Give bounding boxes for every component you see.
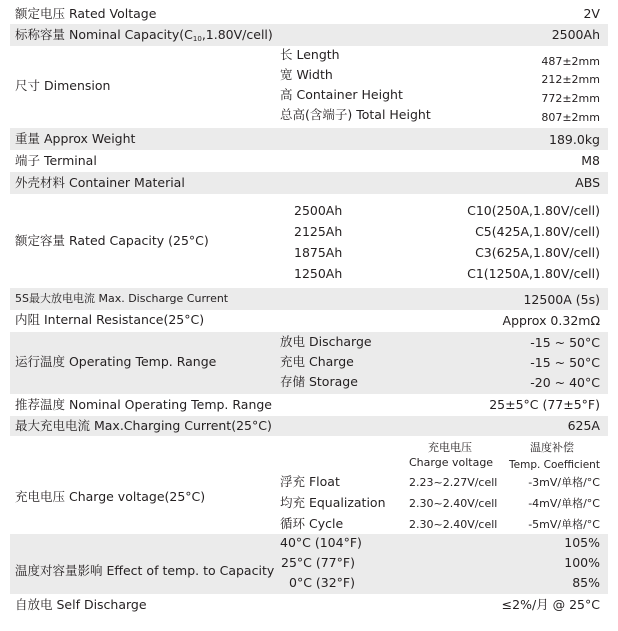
max-charging-current-value: 625A: [567, 418, 600, 433]
charge-voltage-label: 充电电压 Charge voltage(25°C): [15, 489, 206, 504]
nominal-operating-temp-value: 25±5°C (77±5°F): [489, 397, 600, 412]
temp-effect-25-value: 100%: [564, 555, 600, 570]
rated-capacity-c3-rate: C3(625A,1.80V/cell): [475, 245, 600, 260]
dimension-length-label: 长 Length: [280, 47, 340, 62]
rated-capacity-label: 额定容量 Rated Capacity (25°C): [15, 233, 209, 248]
charge-voltage-cycle-label: 循环 Cycle: [280, 516, 344, 531]
internal-resistance-value: Approx 0.32mΩ: [502, 313, 600, 328]
charge-voltage-col1-en: Charge voltage: [409, 456, 494, 469]
weight-label: 重量 Approx Weight: [15, 131, 136, 146]
nominal-capacity-label-post: ,1.80V/cell): [201, 27, 273, 42]
rated-capacity-c10-rate: C10(250A,1.80V/cell): [467, 203, 600, 218]
row-max-charging-current: [10, 416, 608, 436]
operating-temp-discharge-value: -15 ~ 50°C: [530, 335, 600, 350]
nominal-capacity-value: 2500Ah: [551, 27, 600, 42]
rated-capacity-c5-rate: C5(425A,1.80V/cell): [475, 224, 600, 239]
nominal-capacity-label: [15, 27, 273, 43]
operating-temp-charge-label: 充电 Charge: [280, 354, 354, 369]
temp-effect-40-value: 105%: [564, 535, 600, 550]
charge-voltage-equalization-coeff: -4mV/单格/°C: [528, 497, 600, 510]
self-discharge-value: ≤2%/月 @ 25°C: [501, 597, 600, 612]
rated-capacity-c3-amount: 1875Ah: [294, 245, 343, 260]
row-rated-voltage: [10, 4, 608, 24]
row-nominal-operating-temp: [10, 394, 608, 416]
dimension-width-label: 宽 Width: [280, 67, 333, 82]
max-discharge-label: 5S最大放电电流 Max. Discharge Current: [15, 292, 229, 305]
row-self-discharge: [10, 594, 608, 616]
terminal-label: 端子 Terminal: [15, 153, 97, 168]
dimension-total-height-label: 总高(含端子) Total Height: [280, 107, 431, 122]
max-discharge-value: 12500A (5s): [523, 292, 600, 307]
terminal-value: M8: [581, 153, 600, 168]
charge-voltage-col1-cn: 充电电压: [428, 441, 472, 454]
row-weight: [10, 128, 608, 150]
charge-voltage-equalization-label: 均充 Equalization: [280, 495, 386, 510]
container-material-value: ABS: [575, 175, 600, 190]
charge-voltage-col2-en: Temp. Coefficient: [509, 459, 600, 471]
temp-effect-label: 温度对容量影响 Effect of temp. to Capacity: [15, 563, 275, 578]
dimension-total-height-value: 807±2mm: [541, 111, 600, 124]
charge-voltage-equalization-voltage: 2.30~2.40V/cell: [409, 497, 498, 510]
container-material-label: 外壳材料 Container Material: [15, 175, 185, 190]
charge-voltage-cycle-voltage: 2.30~2.40V/cell: [409, 518, 498, 531]
weight-value: 189.0kg: [549, 132, 600, 147]
temp-effect-25-temp: 25°C (77°F): [281, 555, 355, 570]
charge-voltage-float-label: 浮充 Float: [280, 474, 340, 489]
operating-temp-charge-value: -15 ~ 50°C: [530, 355, 600, 370]
row-max-discharge: [10, 288, 608, 310]
max-charging-current-label: 最大充电电流 Max.Charging Current(25°C): [15, 418, 272, 433]
operating-temp-storage-value: -20 ~ 40°C: [530, 375, 600, 390]
rated-voltage-label: 额定电压 Rated Voltage: [15, 6, 157, 21]
nominal-operating-temp-label: 推荐温度 Nominal Operating Temp. Range: [15, 397, 272, 412]
temp-effect-0-temp: 0°C (32°F): [289, 575, 356, 590]
self-discharge-label: 自放电 Self Discharge: [15, 597, 147, 612]
dimension-height-value: 772±2mm: [541, 92, 600, 105]
row-charge-voltage: [10, 436, 608, 534]
rated-capacity-c5-amount: 2125Ah: [294, 224, 343, 239]
row-rated-capacity: [10, 194, 608, 288]
dimension-width-value: 212±2mm: [541, 73, 600, 86]
temp-effect-0-value: 85%: [572, 575, 600, 590]
dimension-length-value: 487±2mm: [541, 55, 600, 68]
nominal-capacity-label-sub: 10: [192, 35, 202, 43]
row-temp-effect: [10, 534, 608, 594]
charge-voltage-float-coeff: -3mV/单格/°C: [528, 476, 600, 489]
row-operating-temp: [10, 332, 608, 394]
row-terminal: [10, 150, 608, 172]
row-dimension: [10, 46, 608, 128]
operating-temp-storage-label: 存储 Storage: [280, 374, 358, 389]
rated-capacity-c1-amount: 1250Ah: [294, 266, 343, 281]
internal-resistance-label: 内阻 Internal Resistance(25°C): [15, 312, 205, 327]
charge-voltage-col2-cn: 温度补偿: [530, 441, 574, 454]
charge-voltage-cycle-coeff: -5mV/单格/°C: [528, 518, 600, 531]
row-internal-resistance: [10, 310, 608, 332]
charge-voltage-float-voltage: 2.23~2.27V/cell: [409, 476, 498, 489]
operating-temp-label: 运行温度 Operating Temp. Range: [15, 354, 217, 369]
temp-effect-40-temp: 40°C (104°F): [280, 535, 362, 550]
nominal-capacity-label-pre: 标称容量 Nominal Capacity(C: [15, 27, 193, 42]
rated-voltage-value: 2V: [583, 6, 600, 21]
operating-temp-discharge-label: 放电 Discharge: [280, 334, 372, 349]
dimension-height-label: 高 Container Height: [280, 87, 403, 102]
rated-capacity-c1-rate: C1(1250A,1.80V/cell): [467, 266, 600, 281]
row-nominal-capacity: [10, 24, 608, 46]
rated-capacity-c10-amount: 2500Ah: [294, 203, 343, 218]
dimension-label: 尺寸 Dimension: [15, 78, 111, 93]
row-container-material: [10, 172, 608, 194]
